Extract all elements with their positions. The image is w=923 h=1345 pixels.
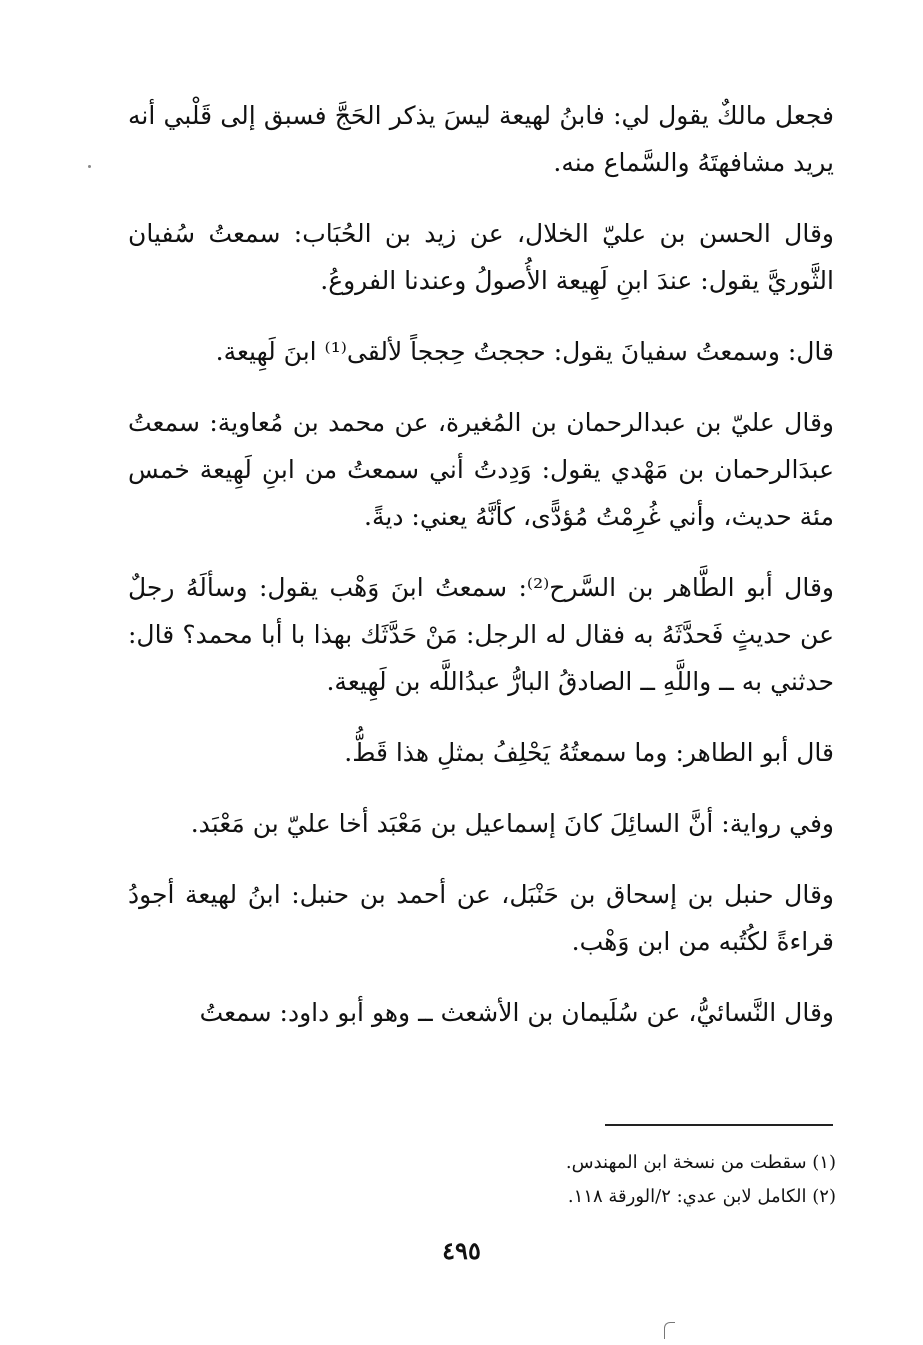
paragraph-7: وفي رواية: أنَّ السائِلَ كانَ إسماعيل بن مَعْبَد أخا عليّ بن مَعْبَد.: [190, 809, 834, 838]
page-number: ٤٩٥: [442, 1236, 481, 1265]
paragraph-2: وقال الحسن بن عليّ الخلال، عن زيد بن الحُبَاب: سمعتُ سُفيان الثَّوريَّ يقول: عندَ ابنِ لَهِيعة الأُصولُ وعندنا الفروعُ.: [128, 219, 834, 295]
paragraph-3: قال: وسمعتُ سفيانَ يقول: حججتُ حِججاً لألقى⁽¹⁾ ابنَ لَهِيعة.: [215, 337, 834, 366]
scan-dot: [88, 165, 91, 168]
body-text: [128, 92, 834, 1060]
paragraph-4: وقال عليّ بن عبدالرحمان بن المُغيرة، عن محمد بن مُعاوية: سمعتُ عبدَالرحمان بن مَهْدي يقول: وَدِدتُ أني سمعتُ من ابنِ لَهِيعة خمس مئة حديث، وأني غُرِمْتُ مُؤدًّى، كأنَّهُ يعني: ديةً.: [128, 408, 834, 531]
paragraph-8: وقال حنبل بن إسحاق بن حَنْبَل، عن أحمد بن حنبل: ابنُ لهيعة أجودُ قراءةً لكُتُبه من ابن وَهْب.: [128, 880, 834, 956]
footnote-divider: [605, 1124, 833, 1126]
scan-mark: [664, 1322, 675, 1339]
paragraph-6: قال أبو الطاهر: وما سمعتُهُ يَحْلِفُ بمثلِ هذا قَطُّ.: [344, 738, 834, 767]
footnotes: [300, 1146, 836, 1214]
paragraph-1: فجعل مالكٌ يقول لي: فابنُ لهيعة ليسَ يذكر الحَجَّ فسبق إلى قَلْبي أنه يريد مشافهتَهُ والسَّماع منه.: [128, 101, 834, 177]
paragraph-9: وقال النَّسائيُّ، عن سُلَيمان بن الأشعث ــ وهو أبو داود: سمعتُ: [199, 998, 834, 1027]
paragraph-5: وقال أبو الطَّاهر بن السَّرح⁽²⁾: سمعتُ ابنَ وَهْب يقول: وسألَهُ رجلٌ عن حديثٍ فَحدَّثَهُ به فقال له الرجل: مَنْ حَدَّثَك بهذا با أبا محمد؟ قال: حدثني به ــ واللَّهِ ــ الصادقُ البارُّ عبدُاللَّه بن لَهِيعة.: [128, 573, 834, 696]
footnote-1: (١) سقطت من نسخة ابن المهندس.: [565, 1152, 836, 1173]
footnote-2: (٢) الكامل لابن عدي: ٢/الورقة ١١٨.: [567, 1186, 836, 1207]
